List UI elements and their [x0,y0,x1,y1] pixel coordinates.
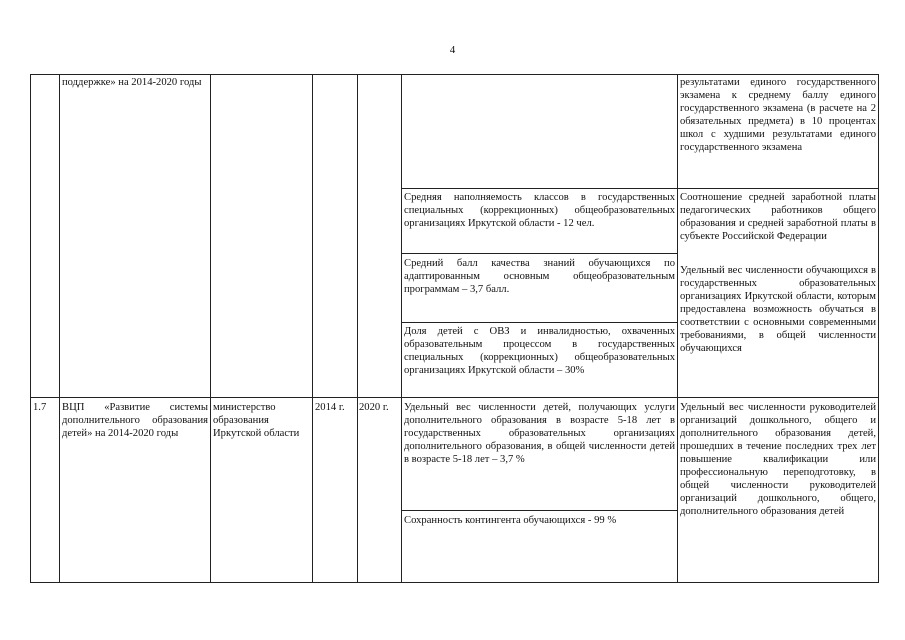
indicator-managers-training: Удельный вес численности руководителей организаций дошкольного, общего и дополнительного образования детей, прошедших в течение последних трех лет повышение квалификации или профессиональную переподготовку, в общей численности руководителей организаций дошкольного, общего, дополнительного образования детей [680,402,876,517]
indicator-class-fill: Средняя наполняемость классов в государственных специальных (коррекционных) общеобразовательных организациях Иркутской области - 12 чел. [404,192,675,229]
indicator-students-share: Удельный вес численности обучающихся в государственных образовательных организациях Иркутской области, которым предоставлена возможность обучаться в соответствии с основными современными требованиями, в общей численности обучающихся [680,265,876,354]
program-name-continued: поддержке» на 2014-2020 годы [62,77,202,88]
indicator-ovz-share: Доля детей с ОВЗ и инвалидностью, охваченных образовательным процессом в государственных специальных (коррекционных) общеобразовательных организациях Иркутской области – 30% [404,326,675,376]
start-year: 2014 г. [315,402,345,413]
executor: министерство образования Иркутской области [213,402,300,439]
indicator-right-continued: результатами единого государственного экзамена к среднему баллу единого государственного экзамена (в расчете на 2 обязательных предмета) в 10 процентах школ с худшими результатами единого государственного экзамена [680,77,876,153]
indicator-additional-education: Удельный вес численности детей, получающих услуги дополнительного образования в возрасте 5-18 лет в государственных образовательных организациях дополнительного образования, в общей численности детей в возрасте 5-18 лет – 3,7 % [404,402,675,465]
indicator-knowledge-score: Средний балл качества знаний обучающихся по адаптированным основным общеобразовательным программам – 3,7 балл. [404,258,675,295]
indicator-salary-ratio: Соотношение средней заработной платы педагогических работников общего образования и средней заработной платы в субъекте Российской Федерации [680,192,876,242]
end-year: 2020 г. [359,402,389,413]
program-name: ВЦП «Развитие системы дополнительного образования детей» на 2014-2020 годы [62,402,208,439]
row-number: 1.7 [33,402,47,413]
page-number: 4 [449,44,456,56]
indicator-retention: Сохранность контингента обучающихся - 99 % [404,515,617,526]
